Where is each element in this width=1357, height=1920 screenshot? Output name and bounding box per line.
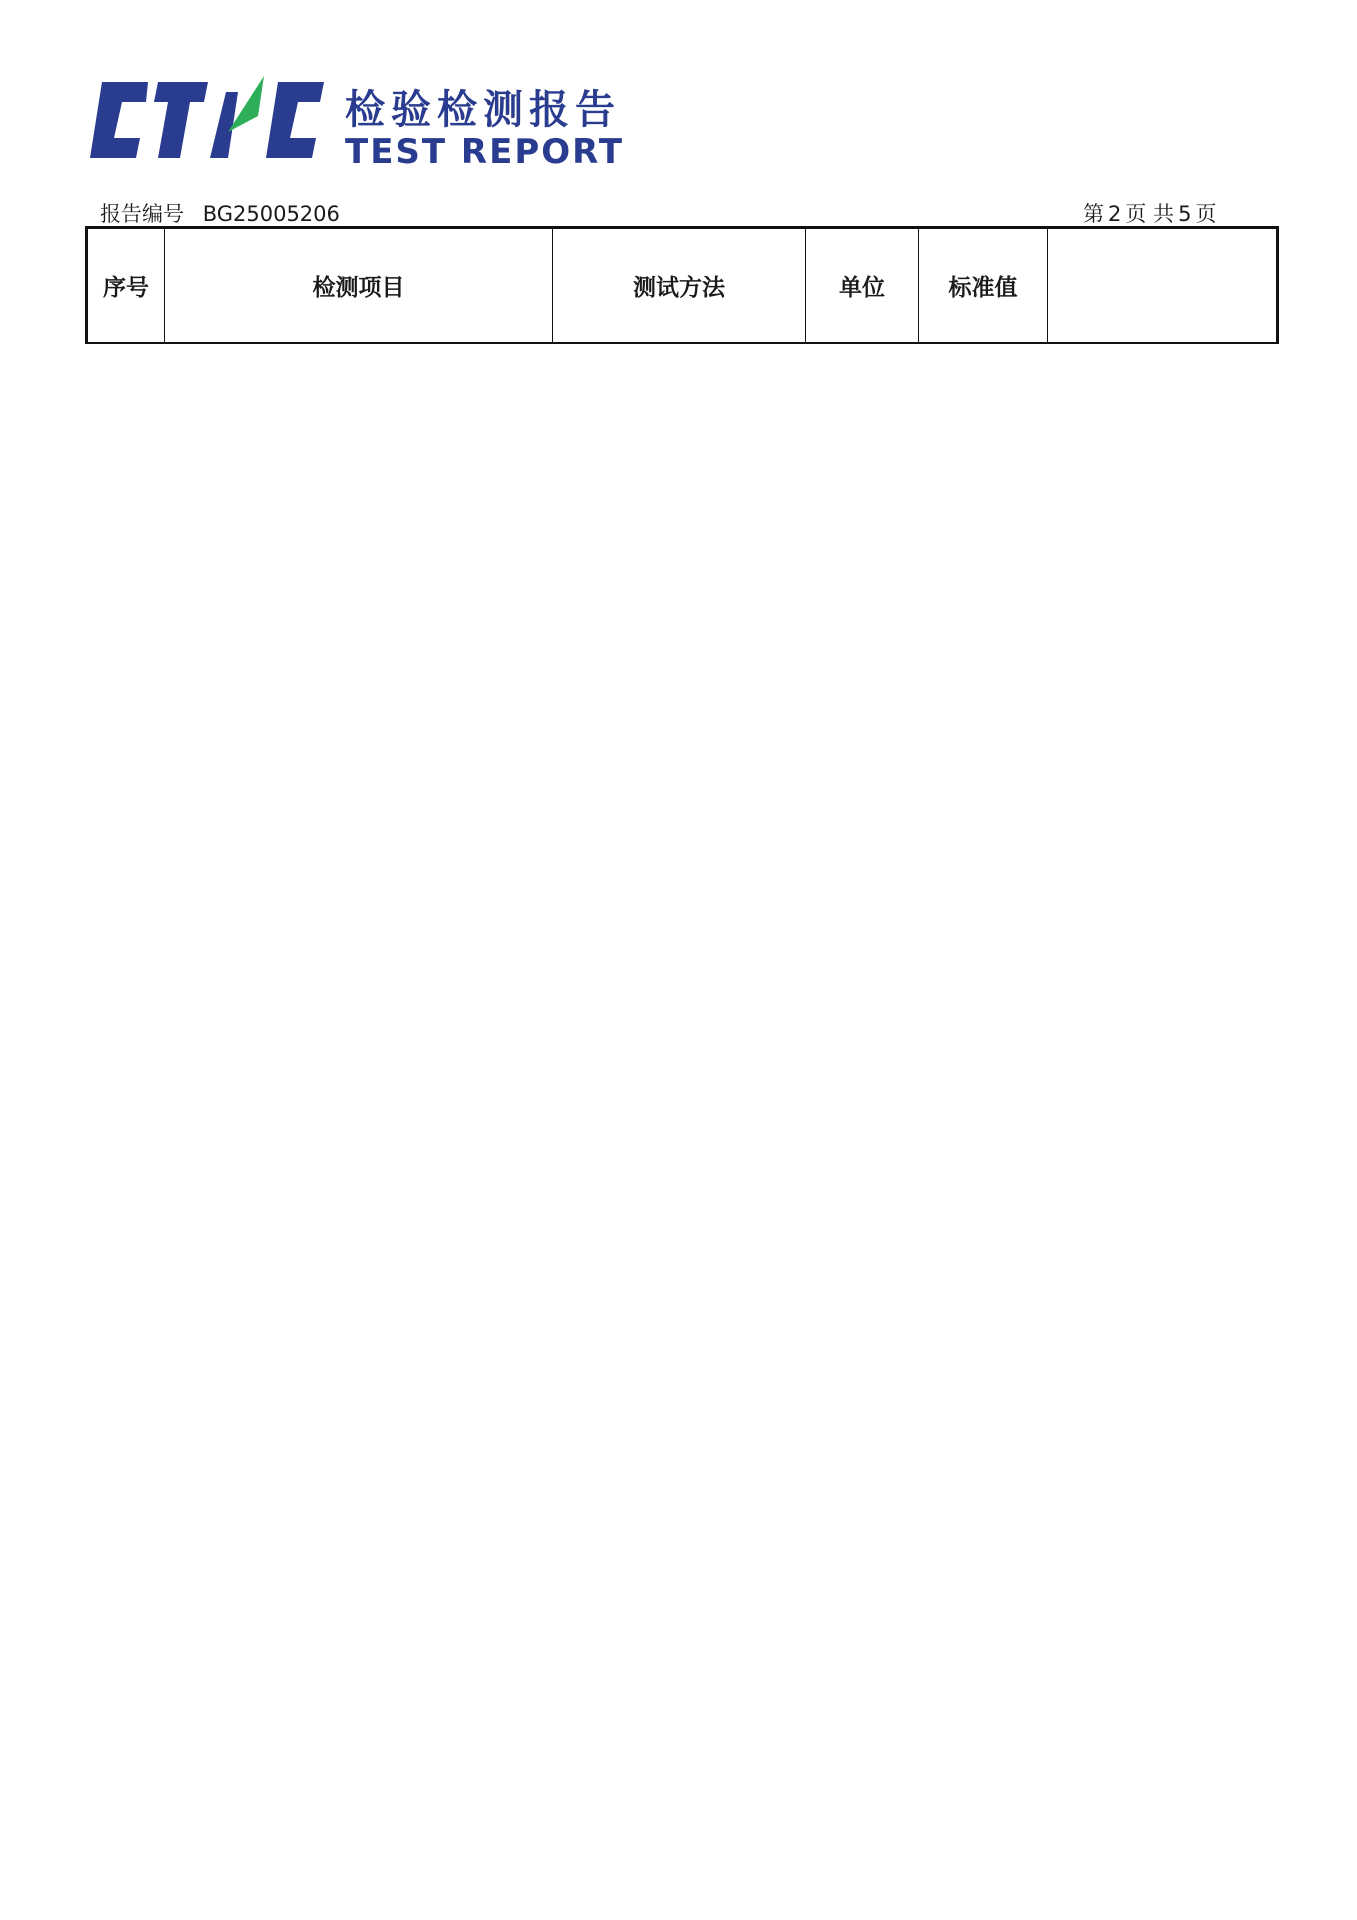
col-unit: 单位	[806, 229, 919, 342]
brand-title-en: TEST REPORT	[345, 132, 625, 172]
page-current: 2	[1108, 202, 1122, 226]
page-suffix: 页	[1195, 202, 1217, 226]
brand-title-cn: 检验检测报告	[345, 87, 621, 133]
report-number	[100, 198, 340, 228]
col-seq: 序号	[88, 229, 165, 342]
page-total: 5	[1178, 202, 1192, 226]
page-indicator	[1083, 198, 1216, 228]
ctic-logo	[88, 72, 328, 168]
page-prefix: 第	[1083, 202, 1104, 226]
col-method: 测试方法	[553, 229, 806, 342]
report-number-label: 报告编号	[100, 202, 184, 226]
col-std: 标准值	[919, 229, 1048, 342]
page-mid: 页 共	[1125, 202, 1175, 226]
report-number-value: BG25005206	[202, 202, 340, 226]
col-item: 检测项目	[165, 229, 553, 342]
results-table-header	[85, 226, 1279, 344]
